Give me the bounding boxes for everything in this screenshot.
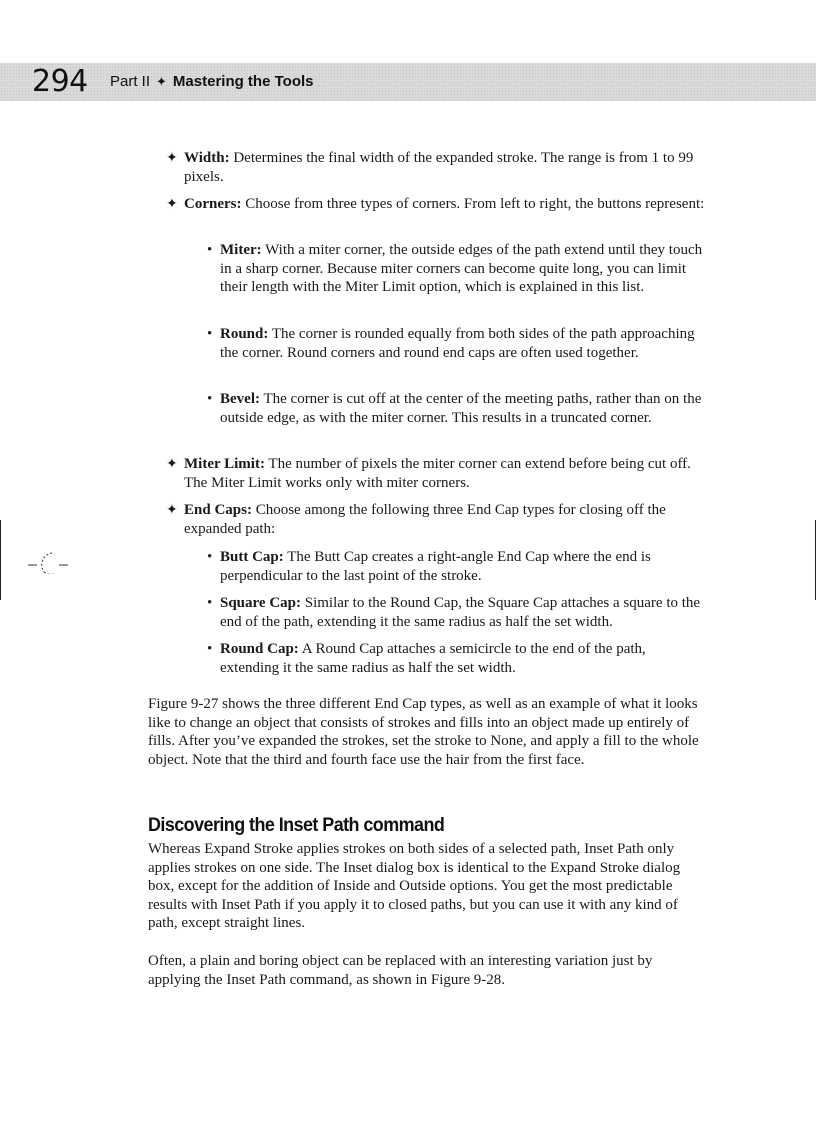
bullet-icon: • xyxy=(207,391,213,407)
list-text: Choose among the following three End Cap types for closing off the expanded path: xyxy=(184,502,666,537)
sublist-item-butt-cap xyxy=(207,548,705,585)
bullet-icon: • xyxy=(207,242,213,258)
list-term: Miter: xyxy=(220,242,262,258)
paragraph-figure-9-27: Figure 9-27 shows the three different End Cap types, as well as an example of what it looks like to change an object that consists of strokes and fills into an object made up entirely of fills. After you’ve expanded the strokes, set the stroke to None, and apply a fill to the whole object. Note that the third and fourth face use the hair from the first face. xyxy=(148,696,699,768)
bullet-icon: • xyxy=(207,595,213,611)
registration-crop-mark-icon xyxy=(26,548,72,574)
sublist-item-round-cap xyxy=(207,640,705,677)
running-head xyxy=(110,63,314,101)
list-term: End Caps: xyxy=(184,502,252,518)
list-item-width xyxy=(166,149,709,186)
paragraph-inset-intro: Whereas Expand Stroke applies strokes on both sides of a selected path, Inset Path only applies strokes on one side. The Inset dialog box is identical to the Expand Stroke dialog box, except for the addition of Inside and Outside options. You get the most predictable results with Inset Path if you apply it to closed paths, but you can use it with any kind of path, except straight lines. xyxy=(148,841,681,932)
list-term: Bevel: xyxy=(220,391,260,407)
sublist-item-miter xyxy=(207,241,705,297)
sublist-item-round xyxy=(207,325,705,362)
list-term: Round: xyxy=(220,326,269,342)
section-heading: Discovering the Inset Path command xyxy=(148,814,445,836)
list-term: Round Cap: xyxy=(220,641,299,657)
list-text: With a miter corner, the outside edges of the path extend until they touch in a sharp corner. Because miter corners can become quite long, you can limit their length with the Miter Limit option, which is explained in this list. xyxy=(220,242,703,296)
list-text: Similar to the Round Cap, the Square Cap attaches a square to the end of the path, extending it the same radius as half the set width. xyxy=(220,595,701,630)
bullet-icon: • xyxy=(207,641,213,657)
bullet-icon: • xyxy=(207,549,213,565)
list-item-corners xyxy=(166,195,709,214)
sublist-item-square-cap xyxy=(207,594,705,631)
list-item-miter-limit xyxy=(166,455,709,492)
diamond-bullet-icon: ✦ xyxy=(166,150,178,166)
list-text: The corner is cut off at the center of the meeting paths, rather than on the outside edge, as with the miter corner. This results in a truncated corner. xyxy=(220,391,702,426)
list-text: A Round Cap attaches a semicircle to the end of the path, extending it the same radius as half the set width. xyxy=(220,641,646,676)
list-text: The number of pixels the miter corner can extend before being cut off. The Miter Limit works only with miter corners. xyxy=(184,456,691,491)
bullet-icon: • xyxy=(207,326,213,342)
list-term: Butt Cap: xyxy=(220,549,284,565)
list-term: Miter Limit: xyxy=(184,456,265,472)
part-label: Part II xyxy=(110,73,151,90)
sublist-item-bevel xyxy=(207,390,705,427)
list-term: Width: xyxy=(184,150,230,166)
list-term: Corners: xyxy=(184,196,242,212)
separator-diamond-icon: ✦ xyxy=(156,74,167,89)
diamond-bullet-icon: ✦ xyxy=(166,456,178,472)
left-margin-rule xyxy=(0,520,1,600)
paragraph-inset-often: Often, a plain and boring object can be replaced with an interesting variation just by applying the Inset Path command, as shown in Figure 9-28. xyxy=(148,953,653,988)
page-number: 294 xyxy=(32,64,88,99)
list-text: The Butt Cap creates a right-angle End Cap where the end is perpendicular to the last point of the stroke. xyxy=(220,549,651,584)
diamond-bullet-icon: ✦ xyxy=(166,502,178,518)
list-text: The corner is rounded equally from both sides of the path approaching the corner. Round corners and round end caps are often used together. xyxy=(220,326,695,361)
list-text: Determines the final width of the expanded stroke. The range is from 1 to 99 pixels. xyxy=(184,150,694,185)
diamond-bullet-icon: ✦ xyxy=(166,196,178,212)
list-item-end-caps xyxy=(166,501,709,538)
chapter-title: Mastering the Tools xyxy=(172,73,314,90)
list-term: Square Cap: xyxy=(220,595,301,611)
list-text: Choose from three types of corners. From left to right, the buttons represent: xyxy=(241,196,705,212)
